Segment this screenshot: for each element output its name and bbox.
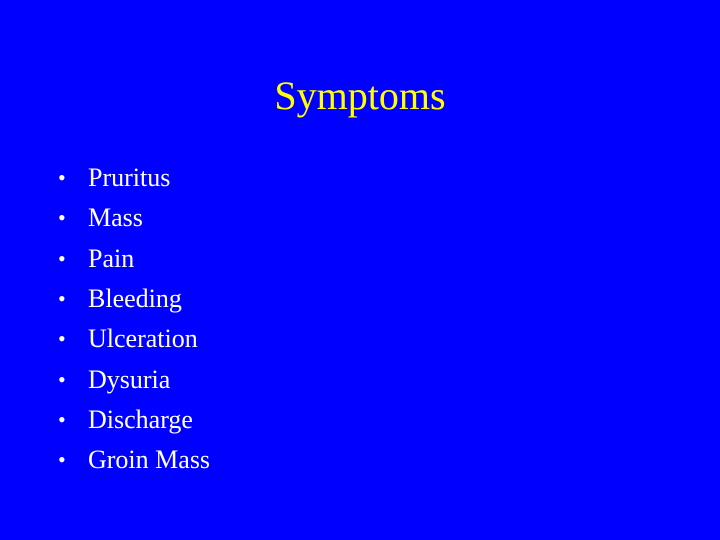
bullet-list bbox=[58, 158, 210, 480]
slide-title: Symptoms bbox=[274, 73, 446, 118]
list-item bbox=[58, 319, 210, 359]
list-item-text: Discharge bbox=[88, 404, 193, 434]
bullet-icon: • bbox=[58, 366, 66, 392]
list-item-text: Groin Mass bbox=[88, 445, 211, 475]
bullet-icon: • bbox=[58, 406, 66, 432]
bullet-icon: • bbox=[58, 286, 66, 312]
list-item bbox=[58, 279, 210, 319]
list-item bbox=[58, 239, 210, 279]
bullet-icon: • bbox=[58, 447, 66, 473]
bullet-icon: • bbox=[58, 205, 66, 231]
list-item-text: Dysuria bbox=[88, 364, 171, 394]
bullet-icon: • bbox=[58, 326, 66, 352]
list-item bbox=[58, 440, 210, 480]
list-item-text: Ulceration bbox=[88, 324, 198, 354]
list-item-text: Pain bbox=[88, 243, 135, 273]
list-item-text: Pruritus bbox=[88, 163, 171, 193]
list-item bbox=[58, 198, 210, 238]
list-item-text: Mass bbox=[88, 203, 143, 233]
bullet-icon: • bbox=[58, 245, 66, 271]
list-item bbox=[58, 158, 210, 198]
list-item bbox=[58, 400, 210, 440]
list-item-text: Bleeding bbox=[88, 284, 182, 314]
list-item bbox=[58, 359, 210, 399]
bullet-icon: • bbox=[58, 165, 66, 191]
